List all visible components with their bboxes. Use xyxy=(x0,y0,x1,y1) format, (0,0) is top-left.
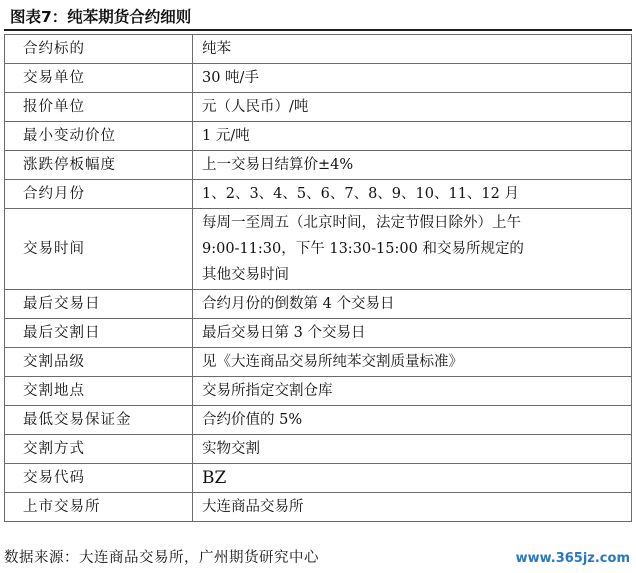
row-label: 合约月份 xyxy=(5,180,193,209)
table-row xyxy=(5,464,632,493)
watermark: www.365jz.com xyxy=(515,551,630,566)
row-label: 交割地点 xyxy=(5,377,193,406)
table-row xyxy=(5,180,632,209)
row-value: 元（人民币）/吨 xyxy=(193,93,632,122)
row-value: 实物交割 xyxy=(193,435,632,464)
table-row xyxy=(5,319,632,348)
table-row xyxy=(5,290,632,319)
row-value: 上一交易日结算价±4% xyxy=(193,151,632,180)
value-line: 其他交易时间 xyxy=(202,267,289,283)
row-label: 交易单位 xyxy=(5,64,193,93)
table-row xyxy=(5,435,632,464)
data-source-note: 数据来源：大连商品交易所，广州期货研究中心 xyxy=(4,550,319,566)
table-row xyxy=(5,64,632,93)
row-value: 大连商品交易所 xyxy=(193,493,632,522)
row-label: 涨跌停板幅度 xyxy=(5,151,193,180)
row-label: 最小变动价位 xyxy=(5,122,193,151)
row-value xyxy=(193,209,632,290)
row-value: 纯苯 xyxy=(193,35,632,64)
table-row xyxy=(5,348,632,377)
table-row xyxy=(5,406,632,435)
row-label: 上市交易所 xyxy=(5,493,193,522)
row-value: 最后交易日第 3 个交易日 xyxy=(193,319,632,348)
row-label: 合约标的 xyxy=(5,35,193,64)
row-value: 1、2、3、4、5、6、7、8、9、10、11、12 月 xyxy=(193,180,632,209)
value-line: 每周一至周五（北京时间，法定节假日除外）上午 xyxy=(202,215,521,231)
table-row xyxy=(5,377,632,406)
row-value: 合约月份的倒数第 4 个交易日 xyxy=(193,290,632,319)
table-title: 图表7：纯苯期货合约细则 xyxy=(4,3,632,31)
row-value: 合约价值的 5% xyxy=(193,406,632,435)
table-row xyxy=(5,93,632,122)
table-row xyxy=(5,493,632,522)
row-label: 报价单位 xyxy=(5,93,193,122)
row-label: 最后交易日 xyxy=(5,290,193,319)
table-row xyxy=(5,122,632,151)
row-label: 交割方式 xyxy=(5,435,193,464)
value-line: 9:00-11:30，下午 13:30-15:00 和交易所规定的 xyxy=(202,241,524,257)
row-value: 30 吨/手 xyxy=(193,64,632,93)
row-label: 交割品级 xyxy=(5,348,193,377)
row-value: BZ xyxy=(193,464,632,493)
row-value: 见《大连商品交易所纯苯交割质量标准》 xyxy=(193,348,632,377)
row-label: 交易时间 xyxy=(5,209,193,290)
row-value: 1 元/吨 xyxy=(193,122,632,151)
row-label: 最低交易保证金 xyxy=(5,406,193,435)
table-row xyxy=(5,35,632,64)
row-label: 最后交割日 xyxy=(5,319,193,348)
row-value: 交易所指定交割仓库 xyxy=(193,377,632,406)
table-row xyxy=(5,151,632,180)
contract-spec-table xyxy=(4,34,632,522)
row-label: 交易代码 xyxy=(5,464,193,493)
table-row xyxy=(5,209,632,290)
